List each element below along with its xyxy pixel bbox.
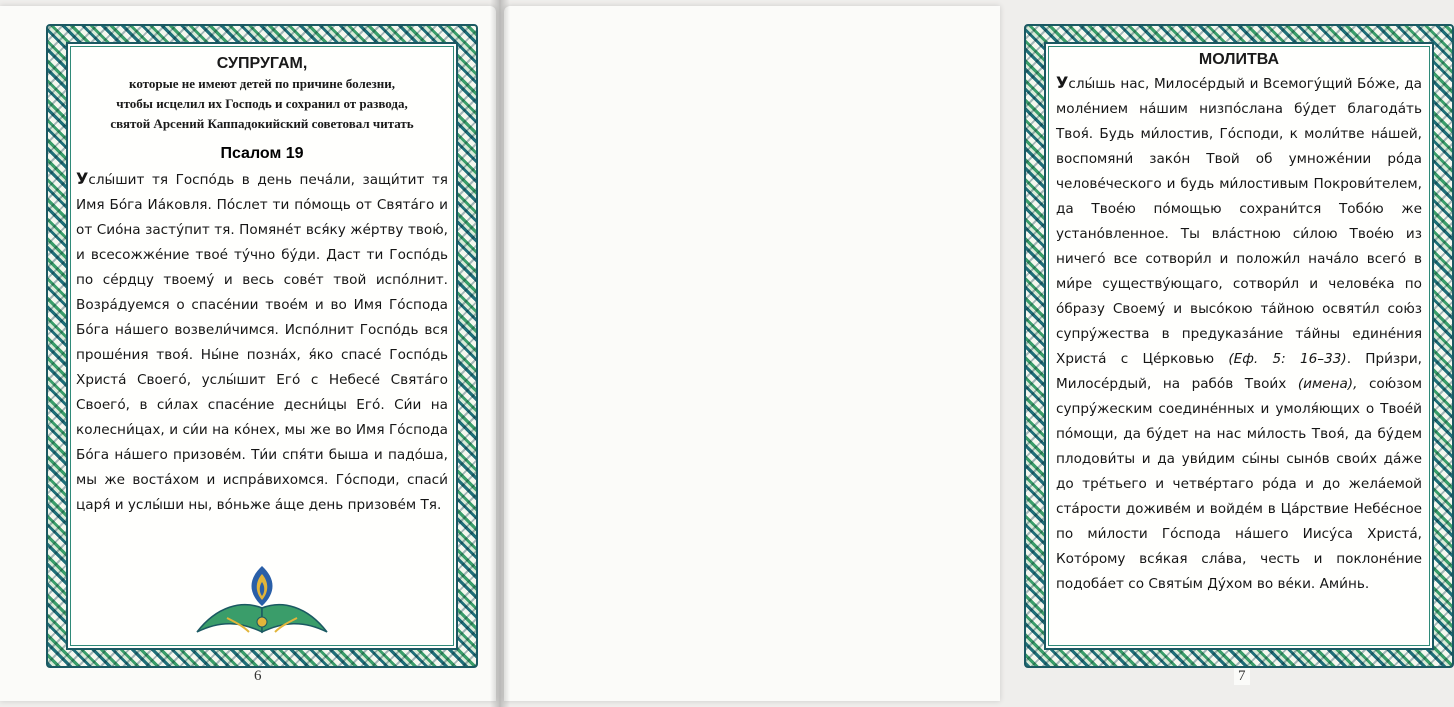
psalm-body: слы́шит тя Госпо́дь в день печа́ли, защи́тит тя Имя Бо́га Иа́ковля. По́слет ти по́мощь от Свята́го и от Сио́на засту́пит тя. Помяне́т вся́ку же́ртву твою́, и всесожже́ние твое́ ту́чно бу́ди. Даст ти Госпо́дь по се́рдцу твоему́ и весь сове́т твой испо́лнит. Возра́дуемся о спасе́нии твое́м и во Имя Го́спода Бо́га на́шего возвели́чимся. Испо́лнит Госпо́дь вся проше́ния твоя́. Ны́не позна́х, я́ко спасе́ Госпо́дь Христа́ Своего́, услы́шит Его́ с Небесе́ Свята́го Своего́, в си́лах спасе́ние десни́цы Его́. Си́и на колесни́цах, и си́и на ко́нех, мы же во Имя Го́спода Бо́га на́шего призове́м. Ти́и спя́ти быша и падо́ша, мы же воста́хом и испра́вихомся. Го́споди, спаси́ царя́ и услы́ши ны, во́ньже а́ще день призове́м Тя. [76, 172, 448, 513]
psalm-title: Псалом 19 [220, 145, 304, 162]
psalm-text [76, 166, 448, 518]
prayer-text [1056, 70, 1422, 597]
left-subheading-line-2: чтобы исцелил их Господь и сохранил от развода, [116, 96, 408, 111]
page-number-right: 7 [1234, 668, 1250, 685]
right-ornamental-frame [1024, 24, 1454, 668]
right-text-area [1044, 42, 1434, 650]
book-gutter [490, 0, 510, 707]
prayer-body-part-3: сою́зом супру́жеским соедине́нных и умоля́ющих о Твое́й по́мощи, да бу́дет на нас ми́лость Твоя́, да бу́дем плодови́ты и да уви́дим сы́ны сыно́в свои́х да́же до тре́тьего и четве́ртаго ро́да и до жела́емой ста́рости доживе́м и войде́м в Ца́рствие Небе́сное по ми́лости Го́спода на́шего Иису́са Христа́, Кото́рому вся́кая сла́ва, честь и поклоне́ние подоба́ет со Святы́м Ду́хом во ве́ки. Ами́нь. [1056, 376, 1422, 592]
drop-letter: У [1056, 73, 1069, 92]
prayer-body-part-2: . При́зри, Милосе́рдый, на рабо́в Твои́х [1056, 351, 1422, 392]
scripture-reference: (Еф. 5: 16–33) [1228, 351, 1347, 367]
left-heading: СУПРУГАМ, [216, 55, 308, 72]
left-subheading-line-3: святой Арсений Каппадокийский советовал читать [110, 116, 414, 131]
left-subheading-line-1: которые не имеют детей по причине болезни, [129, 76, 395, 91]
names-placeholder: (имена), [1297, 376, 1358, 392]
right-heading: МОЛИТВА [1198, 51, 1280, 68]
left-text-area [66, 42, 458, 650]
page-number-left: 6 [250, 668, 266, 685]
drop-letter: У [76, 169, 89, 188]
prayer-body-part-1: слы́шь нас, Милосе́рдый и Всемогу́щий Бо́же, да моле́нием на́шим низпо́слана бу́дет благода́ть Твоя́. Будь ми́лостив, Го́споди, к моли́тве на́шей, воспомяни́ зако́н Твой об умноже́нии ро́да челове́ческого и будь ми́лостивым Покрови́телем, да Твое́ю по́мощью сохрани́тся Тобо́ю же устано́вленное. Ты вла́стною си́лою Твое́ю из ничего́ все сотвори́л и положи́л нача́ло всего́ в ми́ре существу́ющаго, сотвори́л и челове́ка по о́бразу Своему́ и высо́кою та́йною освяти́л сою́з супру́жества в предуказа́ние та́йны едине́ния Христа́ с Це́рковью [1056, 76, 1422, 367]
left-ornamental-frame [46, 24, 478, 668]
right-page [504, 6, 1422, 701]
floral-ornament-icon [187, 562, 337, 642]
left-page [0, 6, 496, 701]
